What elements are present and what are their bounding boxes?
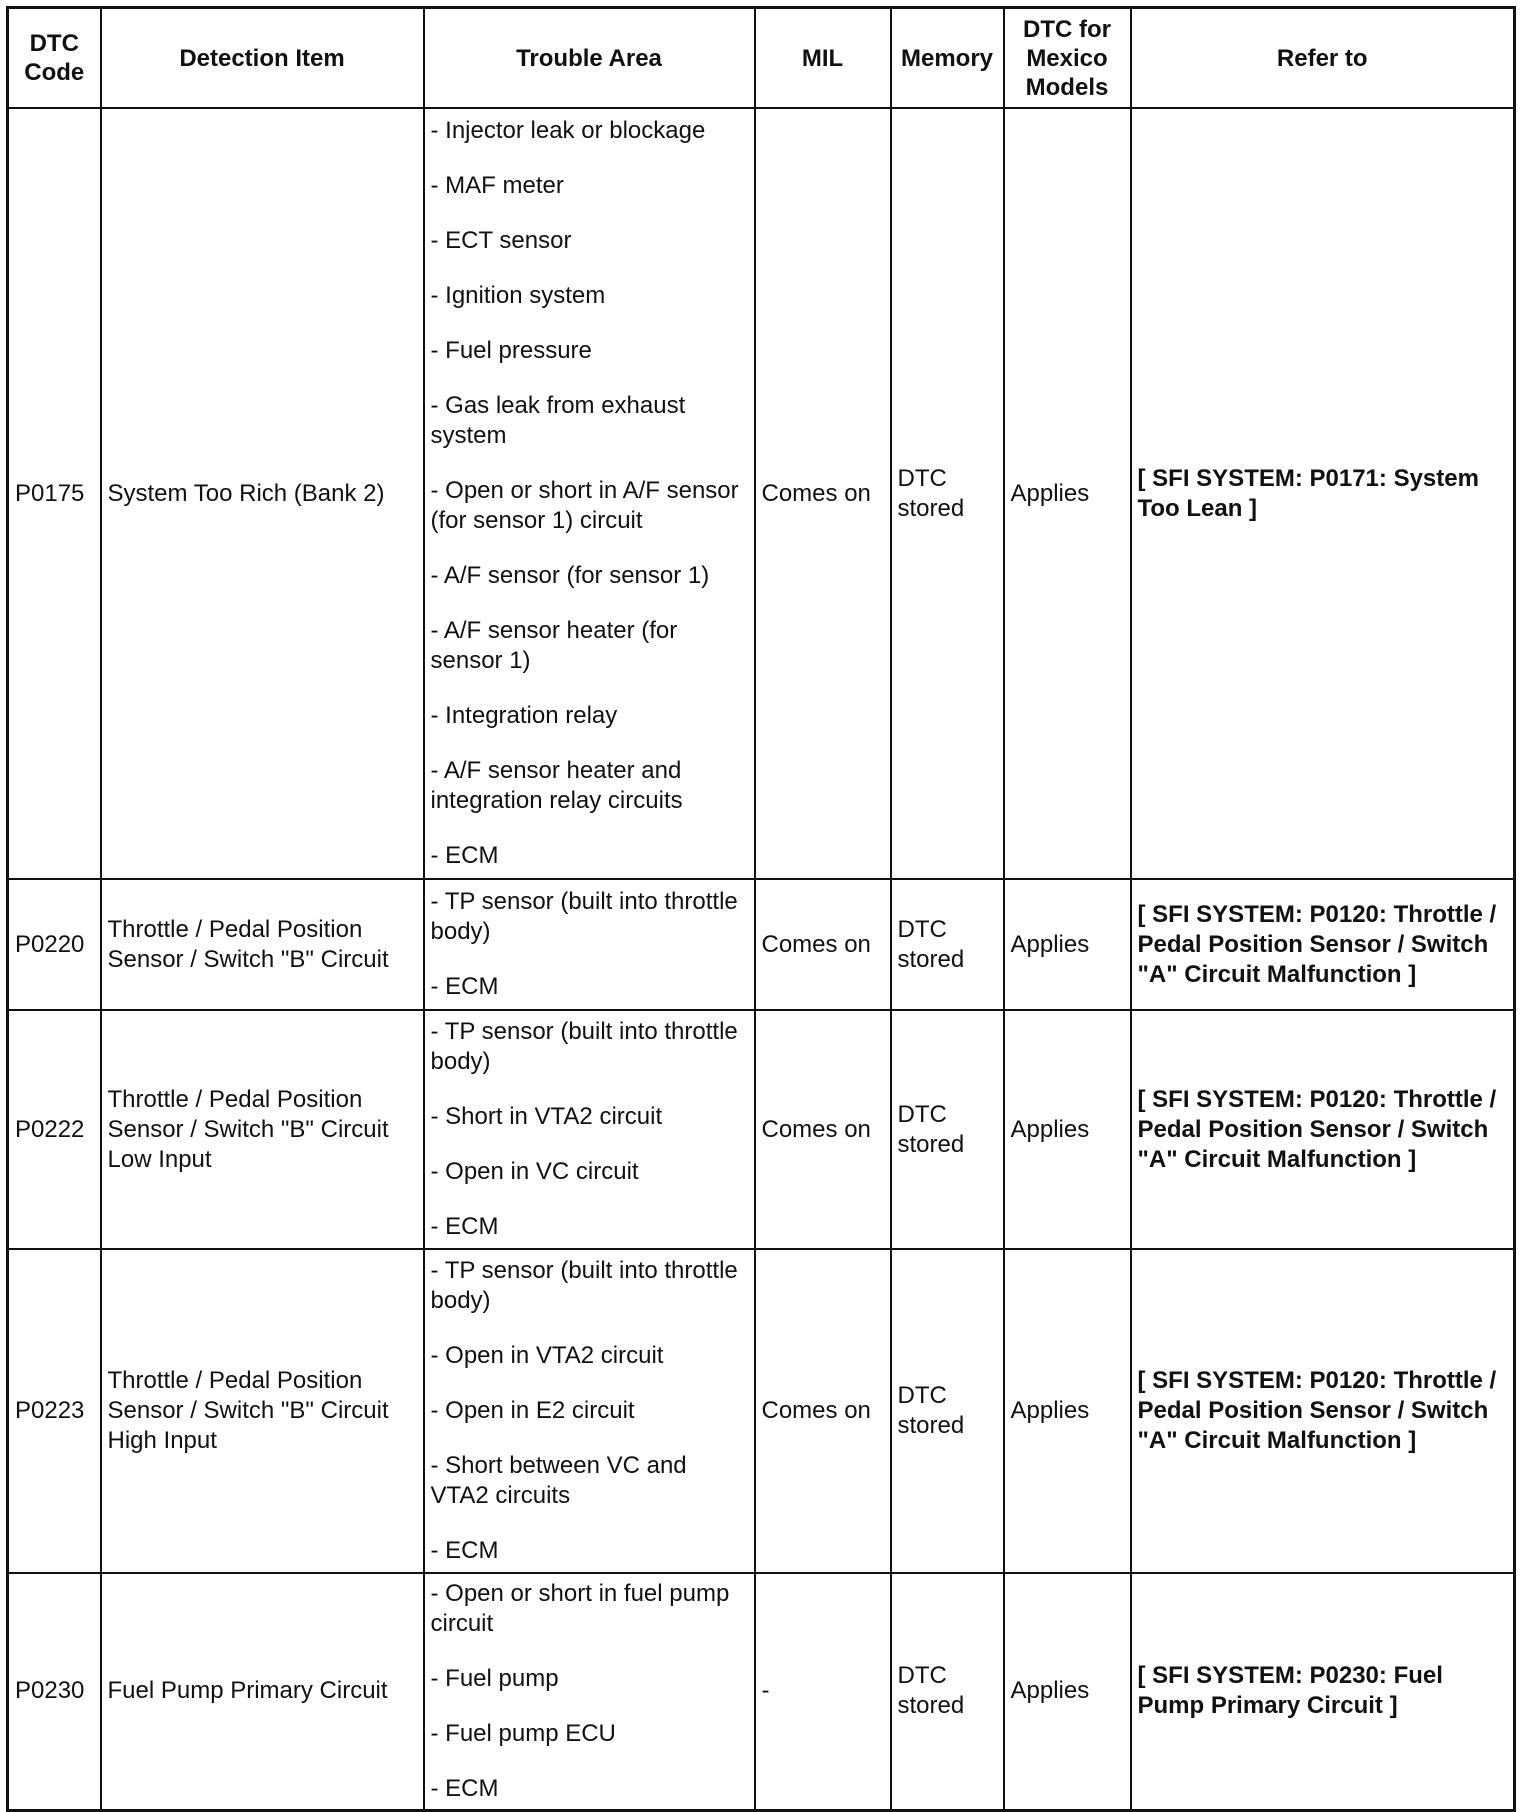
trouble-area-item: - ECM bbox=[430, 842, 499, 869]
trouble-area-item: - Gas leak from exhaust system bbox=[430, 392, 686, 449]
trouble-area-item: - Open in VC circuit bbox=[430, 1158, 639, 1185]
header-mexico-models: DTC for Mexico Models bbox=[1004, 8, 1131, 109]
header-trouble-area: Trouble Area bbox=[424, 8, 755, 109]
dtc-code-cell: P0175 bbox=[8, 108, 101, 879]
mexico-models-cell: Applies bbox=[1004, 1010, 1131, 1249]
table-row bbox=[8, 879, 1515, 1010]
header-refer-to: Refer to bbox=[1131, 8, 1515, 109]
mexico-models-cell: Applies bbox=[1004, 879, 1131, 1010]
trouble-area-item: - A/F sensor (for sensor 1) bbox=[430, 562, 710, 589]
trouble-area-item: - Short in VTA2 circuit bbox=[430, 1103, 663, 1130]
trouble-area-item: - MAF meter bbox=[430, 172, 564, 199]
trouble-area-item: - Fuel pressure bbox=[430, 337, 592, 364]
trouble-area-item: - Open or short in fuel pump circuit bbox=[430, 1579, 730, 1637]
refer-to-cell: [ SFI SYSTEM: P0120: Throttle / Pedal Position Sensor / Switch "A" Circuit Malfunction ] bbox=[1131, 1249, 1515, 1573]
dtc-code-cell: P0223 bbox=[8, 1249, 101, 1573]
table-row bbox=[8, 1249, 1515, 1573]
memory-cell: DTC stored bbox=[891, 1573, 1004, 1810]
trouble-area-item: - Open in VTA2 circuit bbox=[430, 1342, 664, 1369]
trouble-area-item: - Short between VC and VTA2 circuits bbox=[430, 1452, 687, 1509]
trouble-area-item: - ECM bbox=[430, 973, 499, 1000]
table-row bbox=[8, 1573, 1515, 1810]
trouble-area-list bbox=[431, 1017, 748, 1242]
memory-cell: DTC stored bbox=[891, 879, 1004, 1010]
detection-item-cell: Throttle / Pedal Position Sensor / Switch "B" Circuit Low Input bbox=[101, 1010, 424, 1249]
trouble-area-item: - Integration relay bbox=[430, 702, 618, 729]
detection-item-cell: Throttle / Pedal Position Sensor / Switch "B" Circuit High Input bbox=[101, 1249, 424, 1573]
mexico-models-cell: Applies bbox=[1004, 108, 1131, 879]
dtc-code-cell: P0230 bbox=[8, 1573, 101, 1810]
trouble-area-item: - ECM bbox=[430, 1537, 499, 1564]
trouble-area-list bbox=[431, 1579, 748, 1804]
mil-cell: - bbox=[755, 1573, 891, 1810]
header-mil: MIL bbox=[755, 8, 891, 109]
header-memory: Memory bbox=[891, 8, 1004, 109]
dtc-table bbox=[6, 6, 1516, 1812]
trouble-area-item: - ECM bbox=[430, 1774, 499, 1802]
trouble-area-cell bbox=[424, 1249, 755, 1573]
mil-cell: Comes on bbox=[755, 879, 891, 1010]
trouble-area-item: - TP sensor (built into throttle body) bbox=[430, 1018, 738, 1075]
trouble-area-item: - Injector leak or blockage bbox=[430, 117, 706, 144]
dtc-code-cell: P0222 bbox=[8, 1010, 101, 1249]
header-detection-item: Detection Item bbox=[101, 8, 424, 109]
table-body bbox=[8, 108, 1515, 1810]
table-row bbox=[8, 108, 1515, 879]
trouble-area-item: - Open in E2 circuit bbox=[430, 1397, 635, 1424]
trouble-area-list bbox=[431, 1256, 748, 1566]
trouble-area-cell bbox=[424, 1010, 755, 1249]
trouble-area-item: - ECM bbox=[430, 1213, 499, 1240]
mil-cell: Comes on bbox=[755, 1249, 891, 1573]
mil-cell: Comes on bbox=[755, 108, 891, 879]
detection-item-cell: Throttle / Pedal Position Sensor / Switch "B" Circuit bbox=[101, 879, 424, 1010]
trouble-area-cell bbox=[424, 1573, 755, 1810]
detection-item-cell: Fuel Pump Primary Circuit bbox=[101, 1573, 424, 1810]
trouble-area-cell bbox=[424, 108, 755, 879]
trouble-area-item: - A/F sensor heater and integration relay circuits bbox=[430, 757, 683, 814]
dtc-code-cell: P0220 bbox=[8, 879, 101, 1010]
trouble-area-item: - TP sensor (built into throttle body) bbox=[430, 1257, 738, 1314]
trouble-area-list bbox=[431, 887, 748, 1002]
header-row bbox=[8, 8, 1515, 109]
table-row bbox=[8, 1010, 1515, 1249]
memory-cell: DTC stored bbox=[891, 108, 1004, 879]
trouble-area-item: - Ignition system bbox=[430, 282, 606, 309]
trouble-area-list bbox=[431, 116, 748, 871]
memory-cell: DTC stored bbox=[891, 1010, 1004, 1249]
header-dtc-code: DTC Code bbox=[8, 8, 101, 109]
mexico-models-cell: Applies bbox=[1004, 1249, 1131, 1573]
refer-to-cell: [ SFI SYSTEM: P0230: Fuel Pump Primary Circuit ] bbox=[1131, 1573, 1515, 1810]
refer-to-cell: [ SFI SYSTEM: P0120: Throttle / Pedal Position Sensor / Switch "A" Circuit Malfunction ] bbox=[1131, 879, 1515, 1010]
trouble-area-item: - Fuel pump bbox=[430, 1664, 559, 1692]
dtc-table-container bbox=[6, 6, 1516, 1812]
trouble-area-item: - A/F sensor heater (for sensor 1) bbox=[430, 617, 678, 674]
refer-to-cell: [ SFI SYSTEM: P0171: System Too Lean ] bbox=[1131, 108, 1515, 879]
mexico-models-cell: Applies bbox=[1004, 1573, 1131, 1810]
trouble-area-item: - TP sensor (built into throttle body) bbox=[430, 888, 738, 945]
mil-cell: Comes on bbox=[755, 1010, 891, 1249]
trouble-area-cell bbox=[424, 879, 755, 1010]
detection-item-cell: System Too Rich (Bank 2) bbox=[101, 108, 424, 879]
refer-to-cell: [ SFI SYSTEM: P0120: Throttle / Pedal Position Sensor / Switch "A" Circuit Malfunction ] bbox=[1131, 1010, 1515, 1249]
memory-cell: DTC stored bbox=[891, 1249, 1004, 1573]
trouble-area-item: - Open or short in A/F sensor (for sensor 1) circuit bbox=[430, 477, 739, 534]
trouble-area-item: - ECT sensor bbox=[430, 227, 572, 254]
trouble-area-item: - Fuel pump ECU bbox=[430, 1719, 616, 1747]
